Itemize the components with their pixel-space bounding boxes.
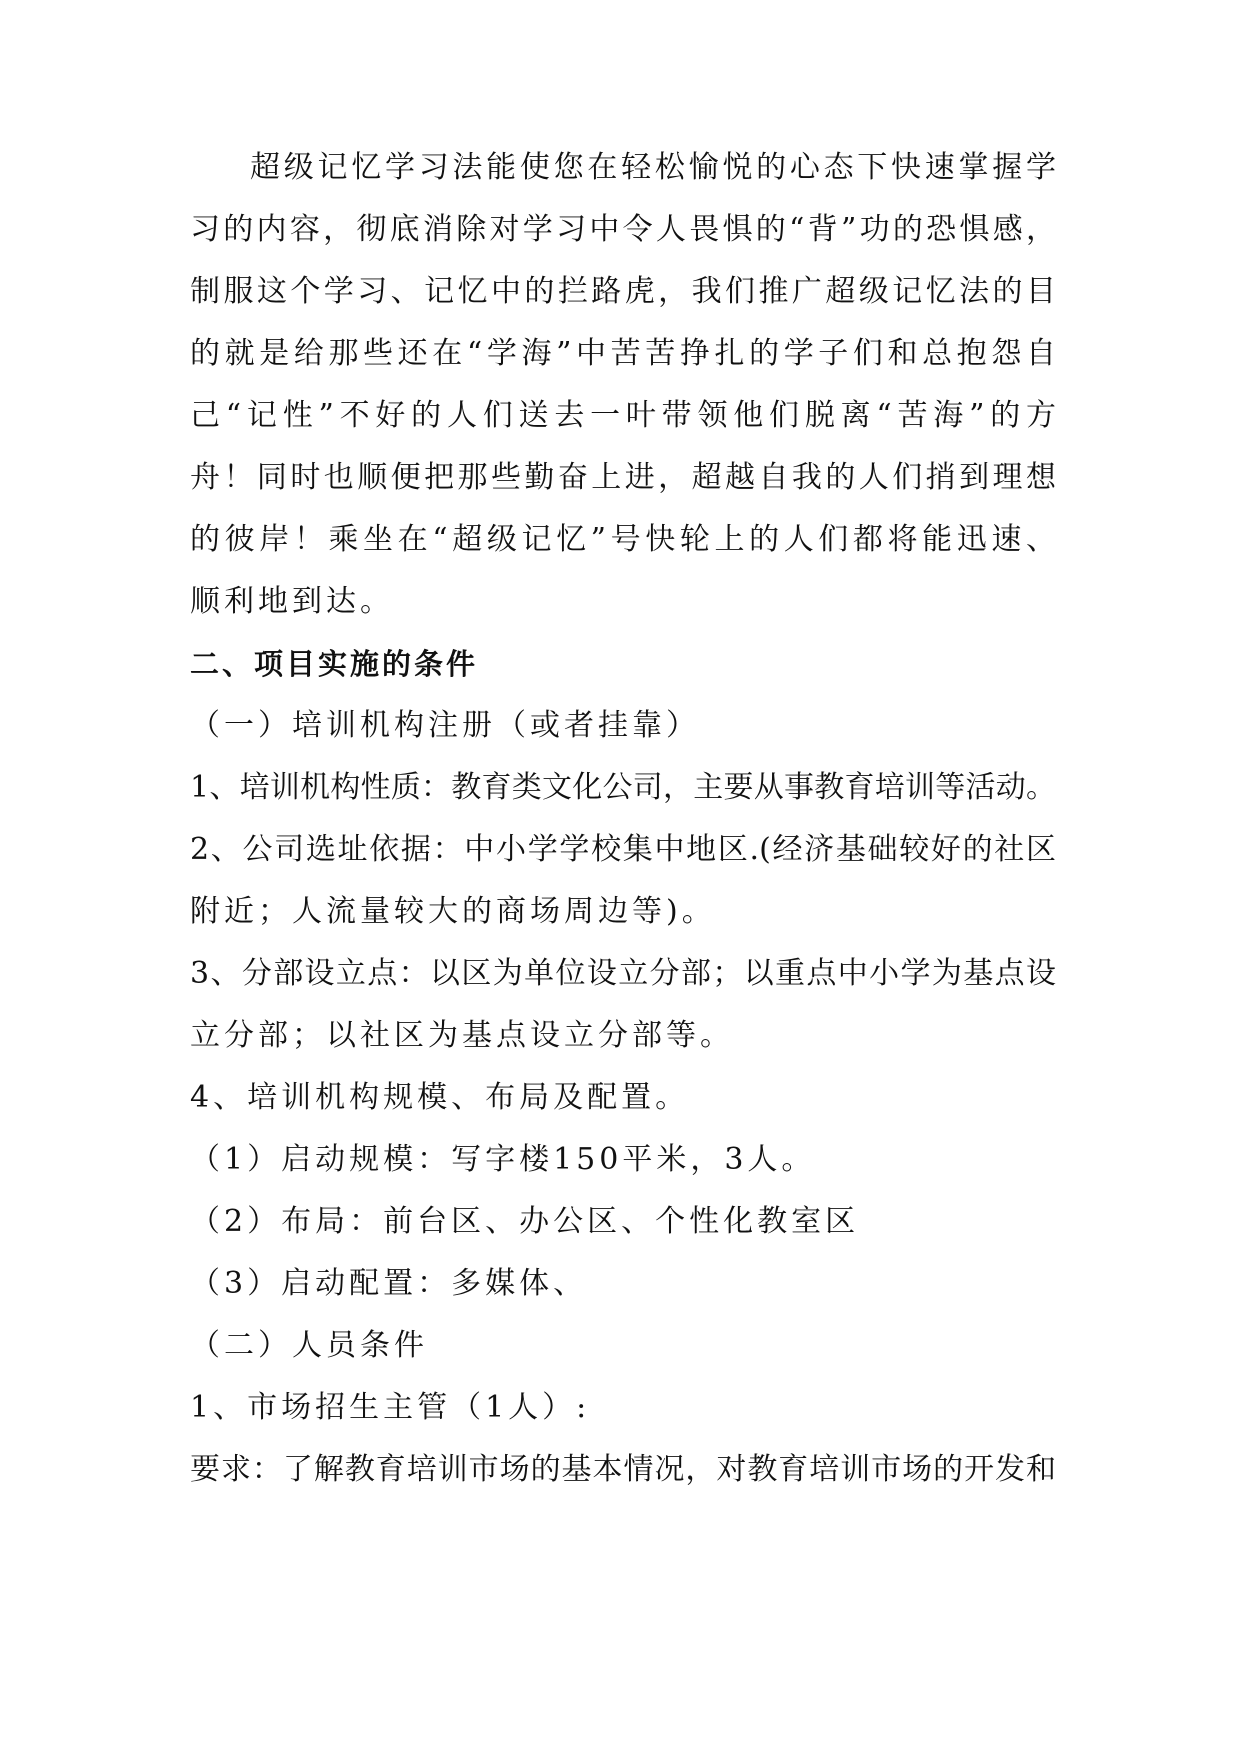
item-3-branches-line-2: 立分部；以社区为基点设立分部等。 [190, 1018, 734, 1053]
intro-line-7: 的彼岸！乘坐在“超级记忆”号快轮上的人们都将能迅速、 [190, 522, 1056, 557]
personnel-requirement: 要求：了解教育培训市场的基本情况，对教育培训市场的开发和 [190, 1452, 1056, 1487]
section-heading: 二、项目实施的条件 [190, 647, 479, 681]
intro-line-8: 顺利地到达。 [190, 584, 394, 619]
intro-line-5: 己“记性”不好的人们送去一叶带领他们脱离“苦海”的方 [190, 398, 1056, 433]
sub-heading-registration: （一）培训机构注册（或者挂靠） [190, 708, 700, 743]
sub-item-startup-config: （3）启动配置：多媒体、 [190, 1266, 588, 1301]
item-2-location-line-1: 2、公司选址依据：中小学学校集中地区.(经济基础较好的社区 [190, 832, 1056, 867]
item-4-scale: 4、培训机构规模、布局及配置。 [190, 1080, 690, 1115]
intro-line-3: 制服这个学习、记忆中的拦路虎，我们推广超级记忆法的目 [190, 274, 1056, 309]
sub-item-startup-scale: （1）启动规模：写字楼150平米，3人。 [190, 1142, 816, 1177]
item-1-nature: 1、培训机构性质：教育类文化公司，主要从事教育培训等活动。 [190, 770, 1056, 805]
intro-line-2: 习的内容，彻底消除对学习中令人畏惧的“背”功的恐惧感， [190, 212, 1056, 247]
item-2-location-line-2: 附近；人流量较大的商场周边等)。 [190, 894, 716, 929]
intro-line-6: 舟！同时也顺便把那些勤奋上进，超越自我的人们捎到理想 [190, 460, 1056, 495]
intro-line-4: 的就是给那些还在“学海”中苦苦挣扎的学子们和总抱怨自 [190, 336, 1056, 371]
intro-line-1: 超级记忆学习法能使您在轻松愉悦的心态下快速掌握学 [250, 150, 1056, 185]
sub-heading-personnel: （二）人员条件 [190, 1328, 428, 1363]
sub-item-layout: （2）布局：前台区、办公区、个性化教室区 [190, 1204, 860, 1239]
personnel-item-1: 1、市场招生主管（1人）: [190, 1390, 591, 1425]
item-3-branches-line-1: 3、分部设立点：以区为单位设立分部；以重点中小学为基点设 [190, 956, 1056, 991]
